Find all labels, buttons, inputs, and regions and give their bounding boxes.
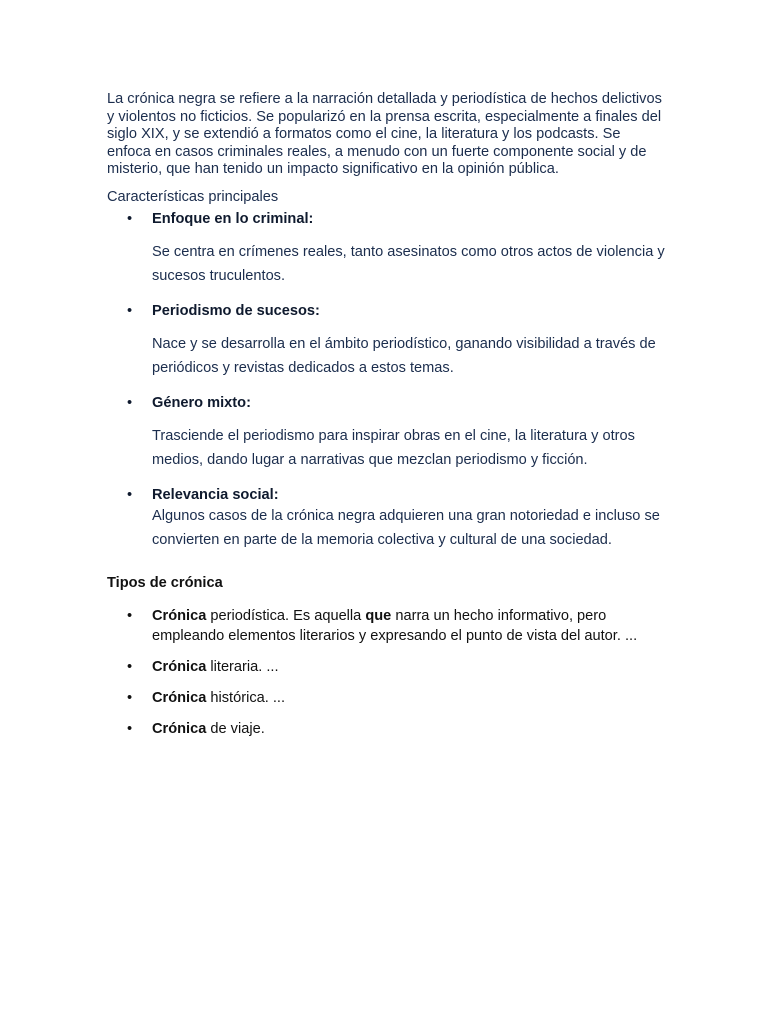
type-text: de viaje.: [206, 720, 265, 737]
bullet-icon: •: [127, 689, 133, 706]
feature-item: [107, 210, 667, 288]
feature-title: Enfoque en lo criminal:: [152, 210, 314, 227]
feature-description: Algunos casos de la crónica negra adquieren una gran notoriedad e incluso se convierten en parte de la memoria colectiva y cultural de una sociedad.: [152, 507, 660, 548]
type-item: [107, 657, 667, 677]
type-item: [107, 606, 667, 646]
type-item: [107, 688, 667, 708]
feature-item: [107, 394, 667, 472]
features-list: [107, 210, 667, 552]
type-text: narra un hecho informativo, pero empleando elementos literarios y expresando el punto de vista del autor. ...: [152, 607, 638, 644]
types-heading: Tipos de crónica: [107, 574, 223, 591]
type-bold-label: Crónica: [152, 658, 207, 675]
feature-title: Género mixto:: [152, 394, 251, 411]
type-text: periodística. Es aquella: [206, 607, 366, 624]
feature-description: Nace y se desarrolla en el ámbito periodístico, ganando visibilidad a través de periódicos y revistas dedicados a estos temas.: [152, 335, 656, 376]
feature-item: [107, 302, 667, 380]
type-bold-label: Crónica: [152, 689, 207, 706]
feature-title: Periodismo de sucesos:: [152, 302, 320, 319]
feature-description: Se centra en crímenes reales, tanto asesinatos como otros actos de violencia y sucesos truculentos.: [152, 243, 665, 284]
feature-description: Trasciende el periodismo para inspirar obras en el cine, la literatura y otros medios, dando lugar a narrativas que mezclan periodismo y ficción.: [152, 427, 635, 468]
document-page: [107, 91, 667, 739]
feature-item: [107, 486, 667, 552]
bullet-icon: •: [127, 210, 133, 227]
type-item: [107, 719, 667, 739]
bullet-icon: •: [127, 607, 133, 624]
features-heading: Características principales: [107, 188, 279, 205]
types-list: [107, 606, 667, 739]
type-bold-label: Crónica: [152, 607, 207, 624]
bullet-icon: •: [127, 302, 133, 319]
intro-paragraph: La crónica negra se refiere a la narración detallada y periodística de hechos delictivos y violentos no ficticios. Se popularizó en la prensa escrita, especialmente a finales del siglo XIX, y se extendió a formatos como el cine, la literatura y los podcasts. Se enfoca en casos criminales reales, a menudo con un fuerte componente social y de misterio, que han tenido un impacto significativo en la opinión pública.: [107, 91, 662, 178]
type-text: histórica. ...: [206, 689, 286, 706]
bullet-icon: •: [127, 658, 133, 675]
feature-title: Relevancia social:: [152, 486, 279, 503]
type-bold-word: que: [365, 607, 392, 624]
bullet-icon: •: [127, 720, 133, 737]
bullet-icon: •: [127, 394, 133, 411]
type-bold-label: Crónica: [152, 720, 207, 737]
bullet-icon: •: [127, 486, 133, 503]
type-text: literaria. ...: [206, 658, 279, 675]
